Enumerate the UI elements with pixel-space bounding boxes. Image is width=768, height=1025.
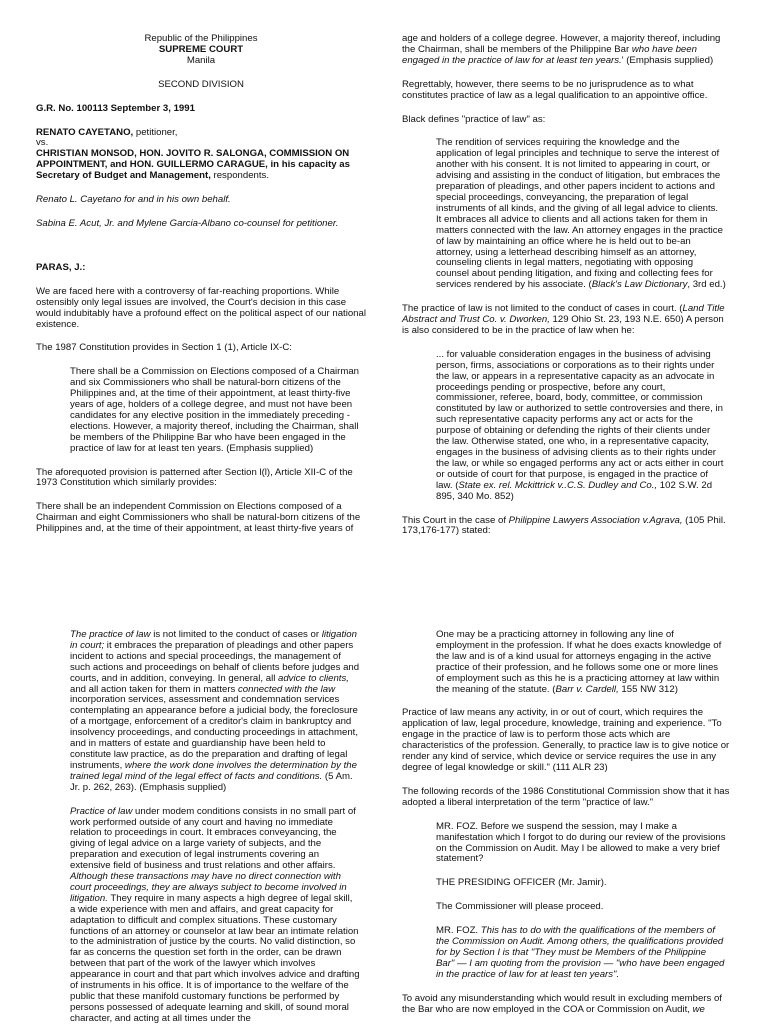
text-run: , 3rd ed.) bbox=[687, 279, 726, 291]
text-run: 102 S.W. 2d 895, 340 Mo. 852) bbox=[436, 479, 713, 502]
text-run: age and holders of a college degree. However, a majority thereof, including the Chairman, shall be members of the Philippine Bar bbox=[402, 33, 721, 55]
versus: vs. bbox=[36, 137, 49, 149]
emphasis-run: Although these transactions may have no direct connection with court proceedings, they are always subject to become involved in litigation. bbox=[70, 871, 347, 904]
text-run: incorporation services, assessment and condemnation services contemplating an appearance before a judicial body, the foreclosure of a mortgage, enforcement of a creditor's claim in bankruptcy and insolvency proceedings, and conducting proceedings in attachment, and in matters of estate and guardianship have been held to constitute law practice, as do the preparation and drafting of legal instruments, bbox=[70, 694, 358, 771]
block-quote bbox=[402, 630, 732, 695]
page1-left-column bbox=[36, 34, 366, 535]
emphasis-run: Philippine Lawyers Association v.Agrava, bbox=[508, 514, 683, 526]
petitioner-line bbox=[36, 128, 366, 139]
header-court: SUPREME COURT bbox=[158, 43, 244, 55]
text-run: ... for valuable consideration engages in the business of advising person, firms, associations or corporations as to their rights under the law, or appears in a representative capacity as an advocate in proceedings pending or prospective, before any court, commissioner, referee, board, body, committee, or commission constituted by law or authorized to settle controversies and there, in such representative capacity performs any act or acts for the purpose of obtaining or defending the rights of their clients under the law. Otherwise stated, one who, in a representative capacity, engages in the business of advising clients as to their rights under the law, or while so engaged performs any act or acts either in court or outside of court for that purpose, is engaged in the practice of law. ( bbox=[436, 348, 724, 491]
page1-right-column bbox=[402, 34, 732, 537]
paragraph: We are faced here with a controversy of far-reaching proportions. While ostensibly only legal issues are involved, the Court's decision in this case would indubitably have a profound effect on the political aspect of our national existence. bbox=[36, 285, 366, 330]
block-quote bbox=[36, 807, 366, 1025]
block-quote: There shall be a Commission on Elections composed of a Chairman and six Commissioners who shall be natural-born citizens of the Philippines and, at the time of their appointment, at least thirty-five years of age, holders of a college degree, and must not have been candidates for any elective position in the immediately preceding - elections. However, a majority thereof, including the Chairman, shall be members of the Philippine Bar who have been engaged in the practice of law for at least ten years. (Emphasis supplied) bbox=[70, 366, 360, 454]
paragraph: The following records of the 1986 Constitutional Commission show that it has adopted a liberal interpretation of the term "practice of law." bbox=[402, 785, 730, 808]
text-run: MR. FOZ. bbox=[436, 925, 481, 937]
text-run: The practice of law is not limited to the conduct of cases in court. ( bbox=[402, 303, 683, 315]
emphasis-run: Barr v. Cardell, bbox=[555, 683, 619, 695]
paragraph: Practice of law means any activity, in or out of court, which requires the application of law, legal procedure, knowledge, training and experience. "To engage in the practice of law is to perform those acts which are characteristics of the profession. Generally, to practice law is to give notice or render any kind of service, which device or service requires the use in any degree of legal knowledge or skill." (111 ALR 23) bbox=[402, 707, 730, 773]
paragraph bbox=[402, 304, 732, 337]
paragraph bbox=[402, 34, 732, 67]
emphasis-run: connected with the law bbox=[237, 683, 336, 695]
text-run: under modem conditions consists in no small part of work performed outside of any court and having no immediate relation to proceedings in court. It embraces conveyancing, the giving of legal advice on a large variety of subjects, and the preparation and execution of legal instruments covering an extensive field of business and trust relations and other affairs. bbox=[70, 805, 356, 872]
paragraph: Black defines "practice of law" as: bbox=[402, 113, 546, 125]
block-quote bbox=[402, 926, 732, 981]
block-quote bbox=[402, 350, 732, 503]
respondents-line bbox=[36, 149, 366, 182]
block-quote: THE PRESIDING OFFICER (Mr. Jamir). bbox=[436, 877, 607, 889]
page-gap bbox=[0, 556, 768, 626]
header-republic: Republic of the Philippines bbox=[144, 33, 258, 44]
text-run: They require in many aspects a high degree of legal skill, a wide experience with men and affairs, and great capacity for adaptation to difficult and complex situations. These customary functions of an attorney or counselor at law bear an intimate relation to the administration of justice by the courts. No valid distinction, so far as concerns the question set forth in the order, can be drawn between that part of the work of the lawyer which involves appearance in court and that part which involves advice and drafting of instruments in his office. It is of importance to the welfare of the public that these manifold customary functions be performed by persons possessed of adequate learning and skill, of sound moral character, and acting at all times under the bbox=[70, 892, 360, 1024]
division-heading: SECOND DIVISION bbox=[158, 78, 244, 90]
block-quote: MR. FOZ. Before we suspend the session, may I make a manifestation which I forgot to do during our review of the provisions on the Commission on Audit. May I be allowed to make a very brief statement? bbox=[436, 820, 726, 865]
page2-left-column bbox=[36, 630, 366, 1025]
ponente: PARAS, J.: bbox=[36, 261, 86, 273]
text-run: This Court in the case of bbox=[402, 514, 509, 526]
text-run: 155 NW 312) bbox=[618, 683, 678, 695]
text-run: ' (Emphasis supplied) bbox=[621, 54, 714, 66]
emphasis-run: litigation in court; bbox=[70, 629, 357, 651]
counsel-line-2: Sabina E. Acut, Jr. and Mylene Garcia-Albano co-counsel for petitioner. bbox=[36, 217, 339, 229]
emphasis-run: where the work done involves the determination by the trained legal mind of the legal effect of facts and conditions. bbox=[70, 759, 357, 782]
emphasis-run: This has to do with the qualifications of the members of the Commission on Audit. Among others, the qualifications provided for by Section I is that "They must be Members of the Philippine Bar" — I am quoting from the provision — "who have been engaged in the practice of law for at least ten years". bbox=[436, 925, 725, 980]
respondents-names: CHRISTIAN MONSOD, HON. JOVITO R. SALONGA, COMMISSION ON APPOINTMENT, and HON. GUILLERMO CARAGUE, in his capacity as Secretary of Budget and Management, bbox=[36, 148, 350, 182]
text-run: 129 Ohio St. 23, 193 N.E. 650) A person is also considered to be in the practice of law when he: bbox=[402, 314, 724, 336]
emphasis-run: Practice of law bbox=[70, 805, 133, 817]
petitioner-name: RENATO CAYETANO, bbox=[36, 126, 134, 138]
emphasis-run: Land Title Abstract and Trust Co. v. Dworken, bbox=[402, 303, 725, 326]
emphasis-run: we bbox=[692, 1003, 705, 1015]
paragraph bbox=[402, 516, 732, 538]
emphasis-run: who have been engaged in the practice of law for at least ten years. bbox=[402, 43, 697, 66]
emphasis-run: Black's Law Dictionary bbox=[591, 279, 688, 291]
case-number: G.R. No. 100113 September 3, 1991 bbox=[36, 102, 195, 114]
paragraph: There shall be an independent Commission on Elections composed of a Chairman and eight Commissioners who shall be natural-born citizens of the Philippines and, at the time of their appointment, at least thirty-five years of bbox=[36, 501, 361, 535]
text-run: To avoid any misunderstanding which would result in excluding members of the Bar who are now employed in the COA or Commission on Audit, bbox=[402, 992, 722, 1015]
block-quote: The Commissioner will please proceed. bbox=[436, 901, 604, 913]
text-run: (5 Am. Jr. p. 262, 263). (Emphasis supplied) bbox=[70, 770, 353, 793]
paragraph: The aforequoted provision is patterned after Section l(l), Article XII-C of the 1973 Constitution which similarly provides: bbox=[36, 466, 353, 489]
text-run: it embraces the preparation of pleadings and other papers incident to actions and special proceedings, the management of such actions and proceedings on behalf of clients before judges and courts, and in addition, conveying. In general, all bbox=[70, 639, 360, 684]
emphasis-run: The practice of law bbox=[70, 629, 151, 640]
text-run: (105 Phil. 173,176-177) stated: bbox=[402, 514, 726, 537]
paragraph: Regrettably, however, there seems to be no jurisprudence as to what constitutes practice of law as a legal qualification to an appointive office. bbox=[402, 78, 708, 101]
page2-right-column bbox=[402, 630, 732, 1015]
counsel-line-1: Renato L. Cayetano for and in his own behalf. bbox=[36, 194, 231, 206]
petitioner-role: petitioner, bbox=[133, 126, 178, 138]
text-run: One may be a practicing attorney in following any line of employment in the profession. If what he does exacts knowledge of the law and is of a kind usual for attorneys engaging in the active practice of their profession, and he follows some one or more lines of employment such as this he is a practicing attorney at law within the meaning of the statute. ( bbox=[436, 629, 722, 695]
header-city: Manila bbox=[186, 54, 216, 66]
text-run: and all action taken for them in matters bbox=[70, 683, 238, 695]
text-run: The rendition of services requiring the knowledge and the application of legal principles and technique to serve the interest of another with his consent. It is not limited to appearing in court, or advising and assisting in the conduct of litigation, but embraces the preparation of pleadings, and other papers incident to actions and special proceedings, conveyancing, the preparation of legal instruments of all kinds, and the giving of all legal advice to clients. It embraces all advice to clients and all actions taken for them in matters connected with the law. An attorney engages in the practice of law by maintaining an office where he is held out to be-an attorney, using a letterhead describing himself as an attorney, counseling clients in legal matters, negotiating with opposing counsel about pending litigation, and fixing and collecting fees for services rendered by his associate. ( bbox=[436, 137, 723, 291]
paragraph: The 1987 Constitution provides in Section 1 (1), Article IX-C: bbox=[36, 342, 292, 354]
emphasis-run: State ex. rel. Mckittrick v..C.S. Dudley and Co., bbox=[458, 479, 658, 491]
respondents-role: respondents. bbox=[210, 170, 269, 182]
block-quote bbox=[402, 138, 732, 291]
emphasis-run: advice to clients, bbox=[278, 672, 349, 684]
paragraph bbox=[402, 994, 732, 1016]
block-quote bbox=[36, 630, 366, 794]
text-run: is not limited to the conduct of cases or bbox=[150, 629, 322, 640]
